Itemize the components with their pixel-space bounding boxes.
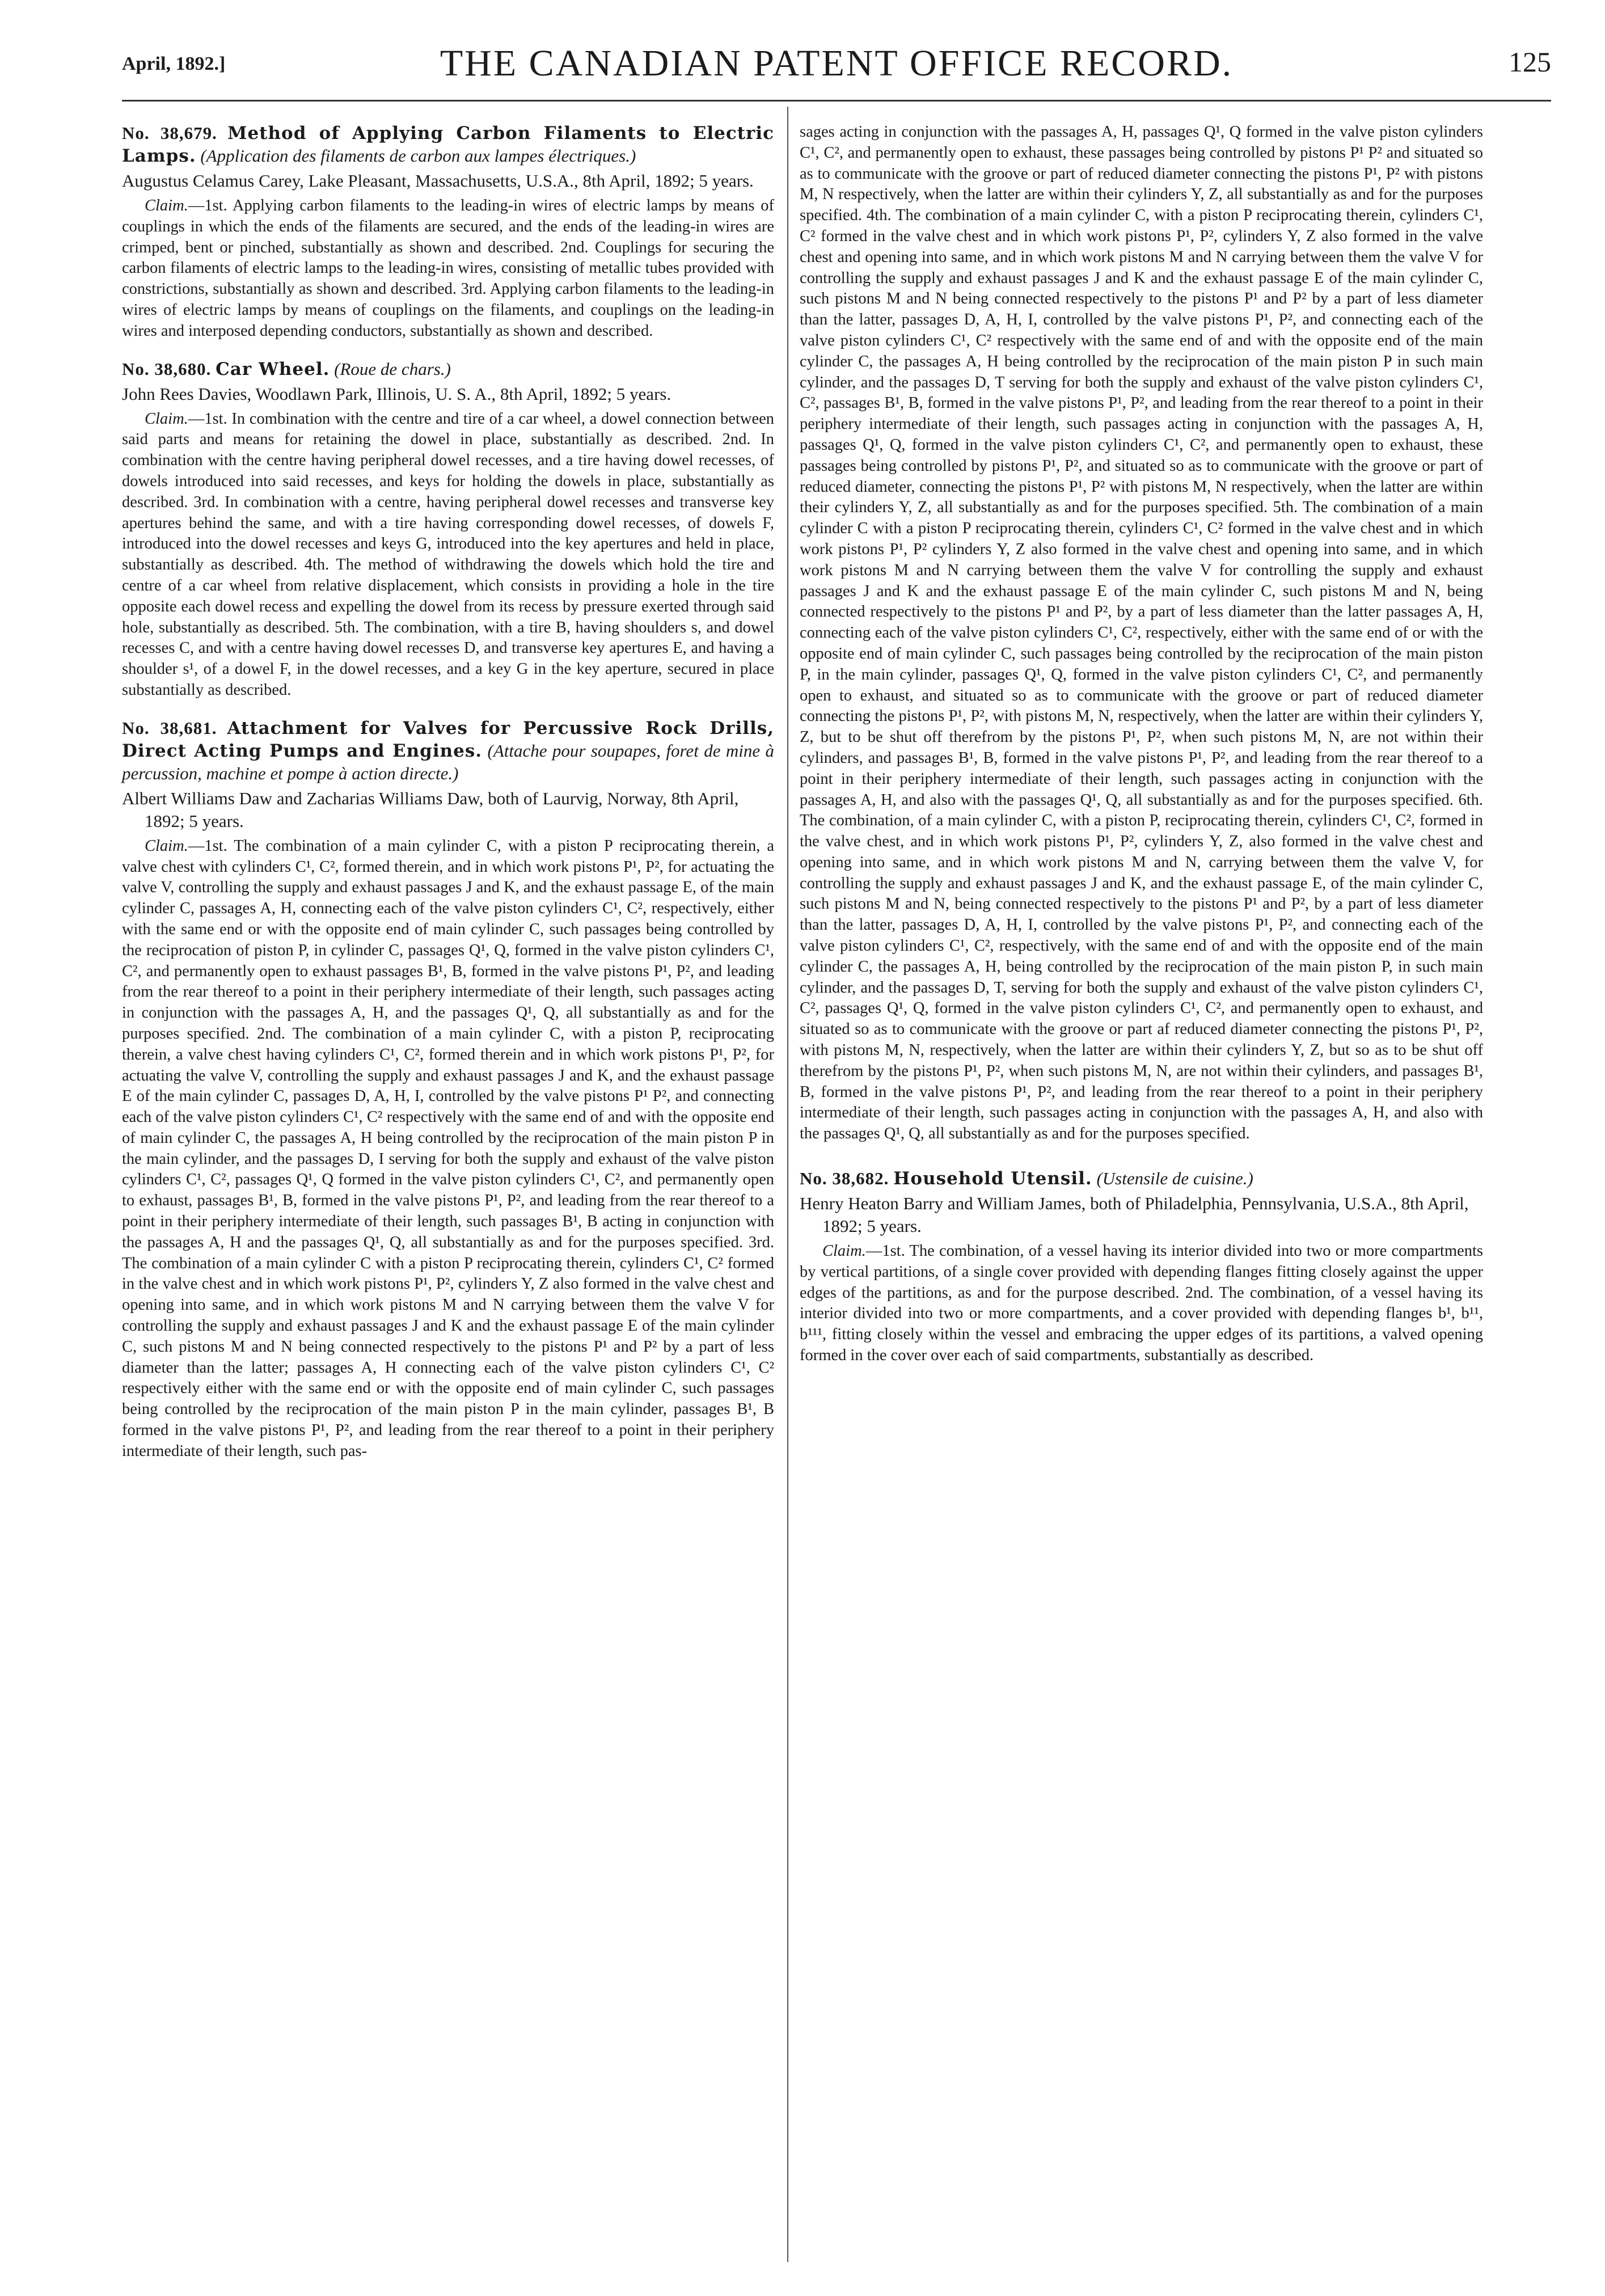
claim-text (122, 409, 774, 701)
patent-entry-38680 (122, 358, 774, 701)
entry-heading (122, 358, 774, 381)
patent-entry-38681 (122, 717, 774, 1462)
running-head (122, 34, 1551, 96)
claim-body: —1st. Applying carbon filaments to the leading-in wires of electric lamps by means of couplings in which the ends of the filaments are secured, and the ends of the leading-in wires are crimped, bent or pinched, substantially as shown and described. 2nd. Couplings for securing the carbon filaments of electric lamps to the leading-in wires, consisting of metallic tubes provided with constrictions, substantially as shown and described. 3rd. Applying carbon filaments to the leading-in wires of electric lamps by means of couplings on the filaments, and couplings on the leading-in wires and interposed depending conductors, substantially as shown and described. (122, 197, 774, 340)
issue-date: April, 1892.] (122, 53, 226, 74)
claim-label: Claim. (145, 837, 188, 855)
claim-label: Claim. (145, 197, 188, 214)
claim-body: —1st. In combination with the centre and tire of a car wheel, a dowel connection between said parts and means for retaining the dowel in place, substantially as described. 2nd. In combination with the centre having peripheral dowel recesses, and a tire having dowel recesses, of dowels introduced into said recesses, and keys for holding the dowels in place, substantially as described. 3rd. In combination with a centre, having peripheral dowel recesses and transverse key apertures behind the same, and with a tire having corresponding dowel recesses, of dowels F, introduced into the dowel recesses and keys G, introduced into the key apertures and held in place, substantially as described. 4th. The method of withdrawing the dowels which hold the tire and centre of a car wheel from relative displacement, which consists in providing a hole in the tire opposite each dowel recess and expelling the dowel from its recess by pressure exerted through said hole, substantially as described. 5th. The combination, with a tire B, having shoulders s, and dowel recesses C, and with a centre having dowel recesses D, and transverse key apertures E, and having a shoulder s¹, of a dowel F, in the dowel recesses, and a key G in the key aperture, secured in place substantially as described. (122, 410, 774, 699)
patent-number: No. 38,682. (800, 1168, 889, 1189)
applicant: John Rees Davies, Woodlawn Park, Illinois, U. S. A., 8th April, 1892; 5 years. (122, 383, 671, 404)
claim-label: Claim. (822, 1242, 866, 1260)
patent-entry-38679 (122, 122, 774, 342)
claim-body: —1st. The combination, of a vessel having its interior divided into two or more compartments by vertical partitions, of a single cover provided with depending flanges fitting closely against the upper edges of the partitions, as and for the purpose described. 2nd. The combination, of a vessel having its interior divided into two or more compartments, and a cover provided with depending flanges b¹, b¹¹, b¹¹¹, fitting closely within the vessel and embracing the upper edges of its partitions, a valved opening formed in the cover over each of said compartments, substantially as described. (800, 1242, 1483, 1365)
french-title: (Ustensile de cuisine.) (1096, 1168, 1253, 1189)
patent-title: Household Utensil. (893, 1168, 1092, 1189)
french-title: (Roue de chars.) (334, 358, 451, 379)
applicant: Henry Heaton Barry and William James, both of Philadelphia, Pennsylvania, U.S.A., 8th April, 1892; 5 years. (800, 1193, 1469, 1236)
page-number: 125 (1509, 46, 1551, 78)
applicant: Augustus Celamus Carey, Lake Pleasant, Massachusetts, U.S.A., 8th April, 1892; 5 years. (122, 171, 754, 191)
patent-number: No. 38,679. (122, 123, 217, 143)
patent-title: Car Wheel. (216, 358, 330, 379)
patent-entry-38682 (800, 1167, 1483, 1366)
claim-label: Claim. (145, 410, 188, 428)
claim-continuation: sages acting in conjunction with the passages A, H, passages Q¹, Q formed in the valve piston cylinders C¹, C², and permanently open to exhaust, these passages being controlled by pistons P¹ P² and situated so as to communicate with the groove or part of reduced diameter connecting the pistons P¹, P² with pistons M, N respectively, when the latter are within their cylinders Y, Z, all substantially as and for the purposes specified. 4th. The combination of a main cylinder C, with a piston P reciprocating therein, cylinders C¹, C² formed in the valve chest and in which work pistons P¹, P², cylinders Y, Z also formed in the valve chest and opening into same, and in which work pistons M and N carrying between them the valve V for controlling the supply and exhaust passages J and K and the exhaust passage E of the main cylinder C, such pistons M and N being connected respectively to the pistons P¹ and P² by a part of less diameter than the latter, passages D, A, H, I, controlled by the valve pistons P¹, P², and connecting each of the valve piston cylinders C¹, C² respectively with the same end of and with the opposite end of the main cylinder C, the passages A, H being controlled by the reciprocation of the main piston P in such main cylinder, and the passages D, T serving for both the supply and exhaust of the valve piston cylinders C¹, C², passages B¹, B, formed in the valve pistons P¹, P², and leading from the rear thereof to a point in their periphery intermediate of their length, such passages acting in conjunction with the passages A, H, passages Q¹, Q, formed in the valve piston cylinders C¹, C², and permanently open to exhaust, these passages being controlled by pistons P¹, P², and situated so as to communicate with the groove or part of reduced diameter, connecting the pistons P¹, P² with pistons M, N respectively, when the latter are within their cylinders Y, Z, all substantially as and for the purposes specified. 5th. The combination of a main cylinder C with a piston P reciprocating therein, cylinders C¹, C² formed in the valve chest and in which work pistons P¹, P² cylinders Y, Z also formed in the valve chest and opening into same, and in which work pistons M and N carrying between them the valve V for controlling the supply and exhaust passages J and K and the exhaust passage E of the main cylinder C, such pistons M and N, being connected respectively to the pistons P¹ and P², by a part of less diameter than the latter passages A, H, connecting each of the valve piston cylinders C¹, C², respectively, either with the same end of or with the opposite end of main cylinder C, such passages being controlled by the reciprocation of the main piston P, in the main cylinder, passages Q¹, Q, formed in the valve piston cylinders C¹, C², and permanently open to exhaust, and situated so as to communicate with the groove or part of reduced diameter connecting the pistons P¹, P², with pistons M, N, respectively, when the latter are within their cylinders Y, Z, but to be shut off therefrom by the pistons P¹, P², when such pistons M, N, are not within their cylinders, and passages B¹, B, formed in the valve pistons P¹, P², and leading from the rear thereof to a point in their periphery intermediate of their length, such passages acting in conjunction with the passages A, H, and also with the passages Q¹, Q, all substantially as and for the purposes specified. 6th. The combination, of a main cylinder C, with a piston P, reciprocating therein, cylinders C¹, C², formed in the valve chest, and in which work pistons P¹, P², cylinders Y, Z, also formed in the valve chest and opening into same, and in which work pistons M and N, carrying between them the valve V, for controlling the supply and exhaust passages J and K, and the exhaust passage E, of the main cylinder C, such pistons M and N, being connected respectively to the pistons P¹ and P², by a part of less diameter than the latter, passages D, A, H, I, controlled by the valve pistons P¹, P², and connecting each of the valve piston cylinders C¹, C², respectively, with the same end of and with the opposite end of the main cylinder C, the passages A, H, being controlled by the reciprocation of the main piston P, in such main cylinder, and the passages D, T, serving for both the supply and exhaust of the valve piston cylinders C¹, C², passages Q¹, Q, formed in the valve piston cylinders C¹, C², and permanently open to exhaust, and situated so as to communicate with the groove or part af reduced diameter connecting the pistons P¹, P², with pistons M, N, respectively, when the latter are within their cylinders Y, Z, but so as to be shut off therefrom by the pistons P¹, P², when such pistons M, N, are not within their cylinders, and passages B¹, B, formed in the valve pistons P¹, P², and leading from the rear thereof to a point in their periphery intermediate of their length, such passages acting in conjunction with the passages A, H, and also with the passages Q¹, Q, all substantially as and for the purposes specified. (800, 123, 1483, 1143)
patent-number: No. 38,680. (122, 358, 212, 379)
applicant: Albert Williams Daw and Zacharias Williams Daw, both of Laurvig, Norway, 8th April, 1892; 5 years. (122, 788, 739, 831)
publication-title: THE CANADIAN PATENT OFFICE RECORD. (440, 43, 1234, 84)
header-rule (122, 100, 1551, 102)
claim-text (800, 1241, 1483, 1366)
french-title: (Attache pour soupapes, foret de mine à percussion, machine et pompe à action directe.) (122, 740, 775, 783)
claim-text (122, 196, 774, 342)
patent-title: Method of Applying Carbon Filaments to Electric Lamps. (122, 123, 775, 166)
patent-title: Attachment for Valves for Percussive Rock Drills, Direct Acting Pumps and Engines. (122, 717, 775, 761)
right-column (800, 122, 1483, 1382)
claim-body: —1st. The combination of a main cylinder C, with a piston P reciprocating therein, a valve chest with cylinders C¹, C², formed therein, and in which work pistons P¹, P², for actuating the valve V, controlling the supply and exhaust passages J and K, and the exhaust passage E, of the main cylinder C, passages A, H, connecting each of the valve piston cylinders C¹, C², respectively, either with the same end or with the opposite end of main cylinder C, such passages being controlled by the reciprocation of piston P, in cylinder C, passages Q¹, Q, formed in the valve piston cylinders C¹, C², and permanently open to exhaust passages B¹, B, formed in the valve pistons P¹, P², and leading from the rear thereof to a point in their periphery intermediate of their length, such passages acting in conjunction with the passages A, H, and the passages Q¹, Q, all substantially as and for the purposes specified. 2nd. The combination of a main cylinder C, with a piston P, reciprocating therein, a valve chest having cylinders C¹, C², formed therein and in which work pistons P¹, P², for actuating the valve V, controlling the supply and exhaust passages J and K, and the exhaust passage E of the main cylinder C, passages D, A, H, I, controlled by the valve pistons P¹ P², and connecting each of the valve piston cylinders C¹, C² respectively with the same end of and with the opposite end of main cylinder C, the passages A, H being controlled by the reciprocation of the main piston P in the main cylinder, and the passages D, I serving for both the supply and exhaust of the valve piston cylinders C¹, C², passages Q¹, Q formed in the valve piston cylinders C¹, C², and permanently open to exhaust, passages B¹, B, formed in the valve pistons P¹, P², and leading from the rear thereof to a point in their periphery intermediate of their length, such passages B¹, B acting in conjunction with the passages A, H and the passages Q¹, Q, all substantially as and for the purposes specified. 3rd. The combination of a main cylinder C with a piston P reciprocating therein, cylinders C¹, C² formed in the valve chest and in which work pistons P¹, P², cylinders Y, Z also formed in the valve chest and opening into same, and in which work pistons M and N carrying between them the valve V for controlling the supply and exhaust passages J and K and the exhaust passage E of the main cylinder C, such pistons M and N being connected respectively to the pistons P¹ and P² by a part of less diameter than the latter; passages A, H connecting each of the valve piston cylinders C¹, C² respectively either with the same end or with the opposite end of main cylinder C, such passages being controlled by the reciprocation of the main piston P in the main cylinder, passages B¹, B formed in the valve pistons P¹, P², and leading from the rear thereof to a point in their periphery intermediate of their length, such pas- (122, 837, 774, 1460)
entry-gap (800, 1145, 1483, 1167)
left-column (122, 122, 774, 1478)
entry-heading (122, 717, 774, 785)
patent-number: No. 38,681. (122, 717, 217, 738)
claim-text (122, 836, 774, 1462)
french-title: (Application des filaments de carbon aux lampes électriques.) (200, 146, 636, 166)
column-divider (787, 107, 788, 2262)
entry-heading (800, 1167, 1483, 1190)
entry-heading (122, 122, 774, 167)
